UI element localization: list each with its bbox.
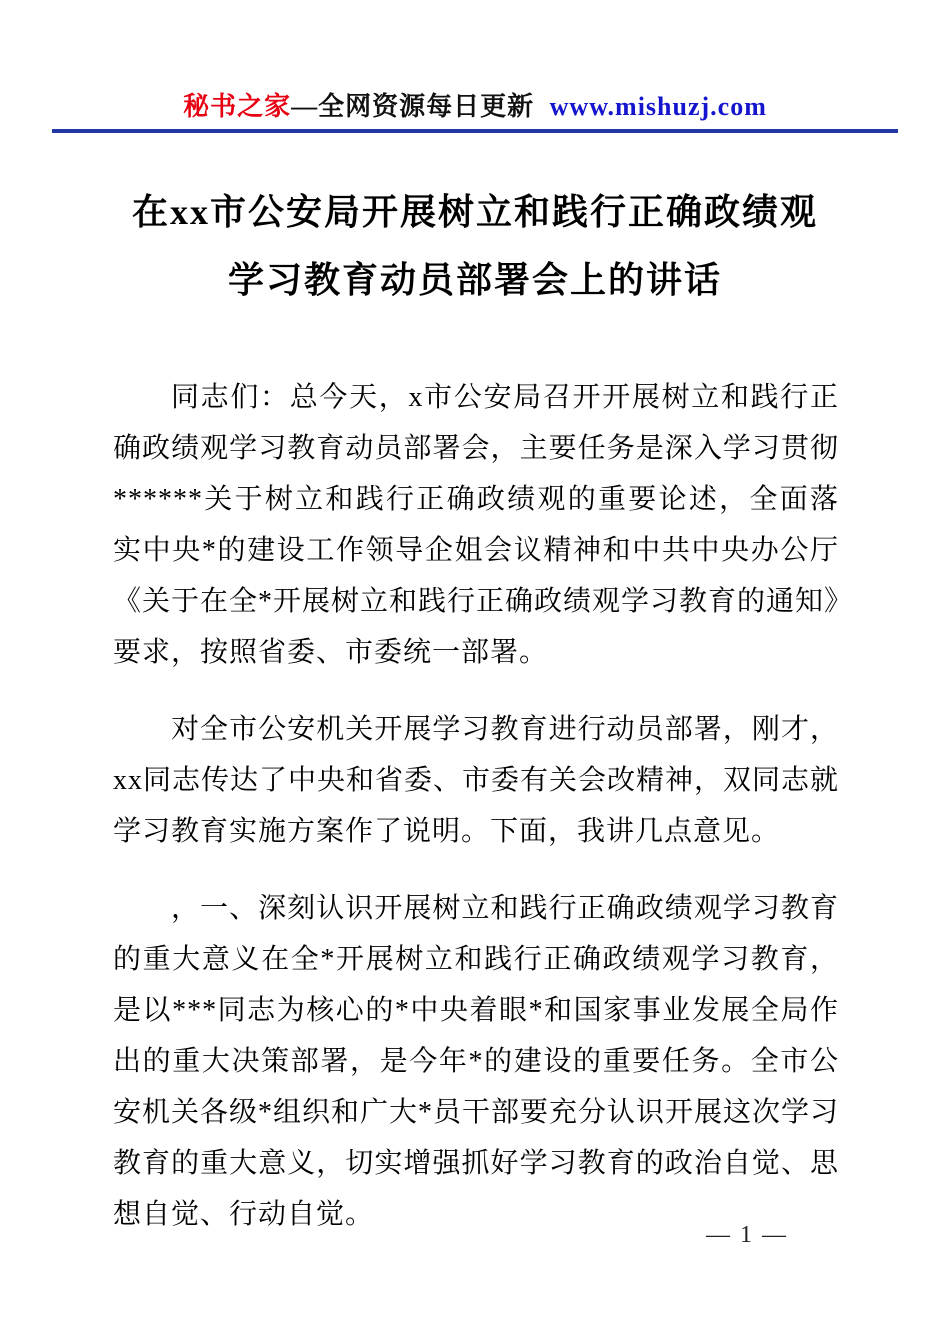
page-number: — 1 — (706, 1222, 788, 1248)
document-body (113, 372, 839, 1266)
paragraph: ，一、深刻认识开展树立和践行正确政绩观学习教育的重大意义在全*开展树立和践行正确政绩观学习教育，是以***同志为核心的*中央着眼*和国家事业发展全局作出的重大决策部署，是今年*的建设的重要任务。全市公安机关各级*组织和广大*员干部要充分认识开展这次学习教育的重大意义，切实增强抓好学习教育的政治自觉、思想自觉、行动自觉。 (113, 893, 840, 1230)
document-title-line1: 在xx市公安局开展树立和践行正确政绩观 (131, 192, 818, 232)
site-brand: 秘书之家 (183, 92, 292, 121)
header-divider (52, 129, 898, 133)
paragraph: 对全市公安机关开展学习教育进行动员部署，刚才，xx同志传达了中央和省委、市委有关会改精神，双同志就学习教育实施方案作了说明。下面，我讲几点意见。 (113, 714, 840, 847)
site-header (0, 86, 950, 123)
site-url-link[interactable]: www.mishuzj.com (549, 92, 767, 121)
paragraph: 同志们：总今天，x市公安局召开开展树立和践行正确政绩观学习教育动员部署会，主要任务是深入学习贯彻******关于树立和践行正确政绩观的重要论述，全面落实中央*的建设工作领导企姐会议精神和中共中央办公厅《关于在全*开展树立和践行正确政绩观学习教育的通知》要求，按照省委、市委统一部署。 (113, 382, 840, 668)
document-title-line2: 学习教育动员部署会上的讲话 (227, 260, 722, 300)
document-title (75, 178, 875, 314)
header-tagline: —全网资源每日更新 (291, 92, 535, 121)
